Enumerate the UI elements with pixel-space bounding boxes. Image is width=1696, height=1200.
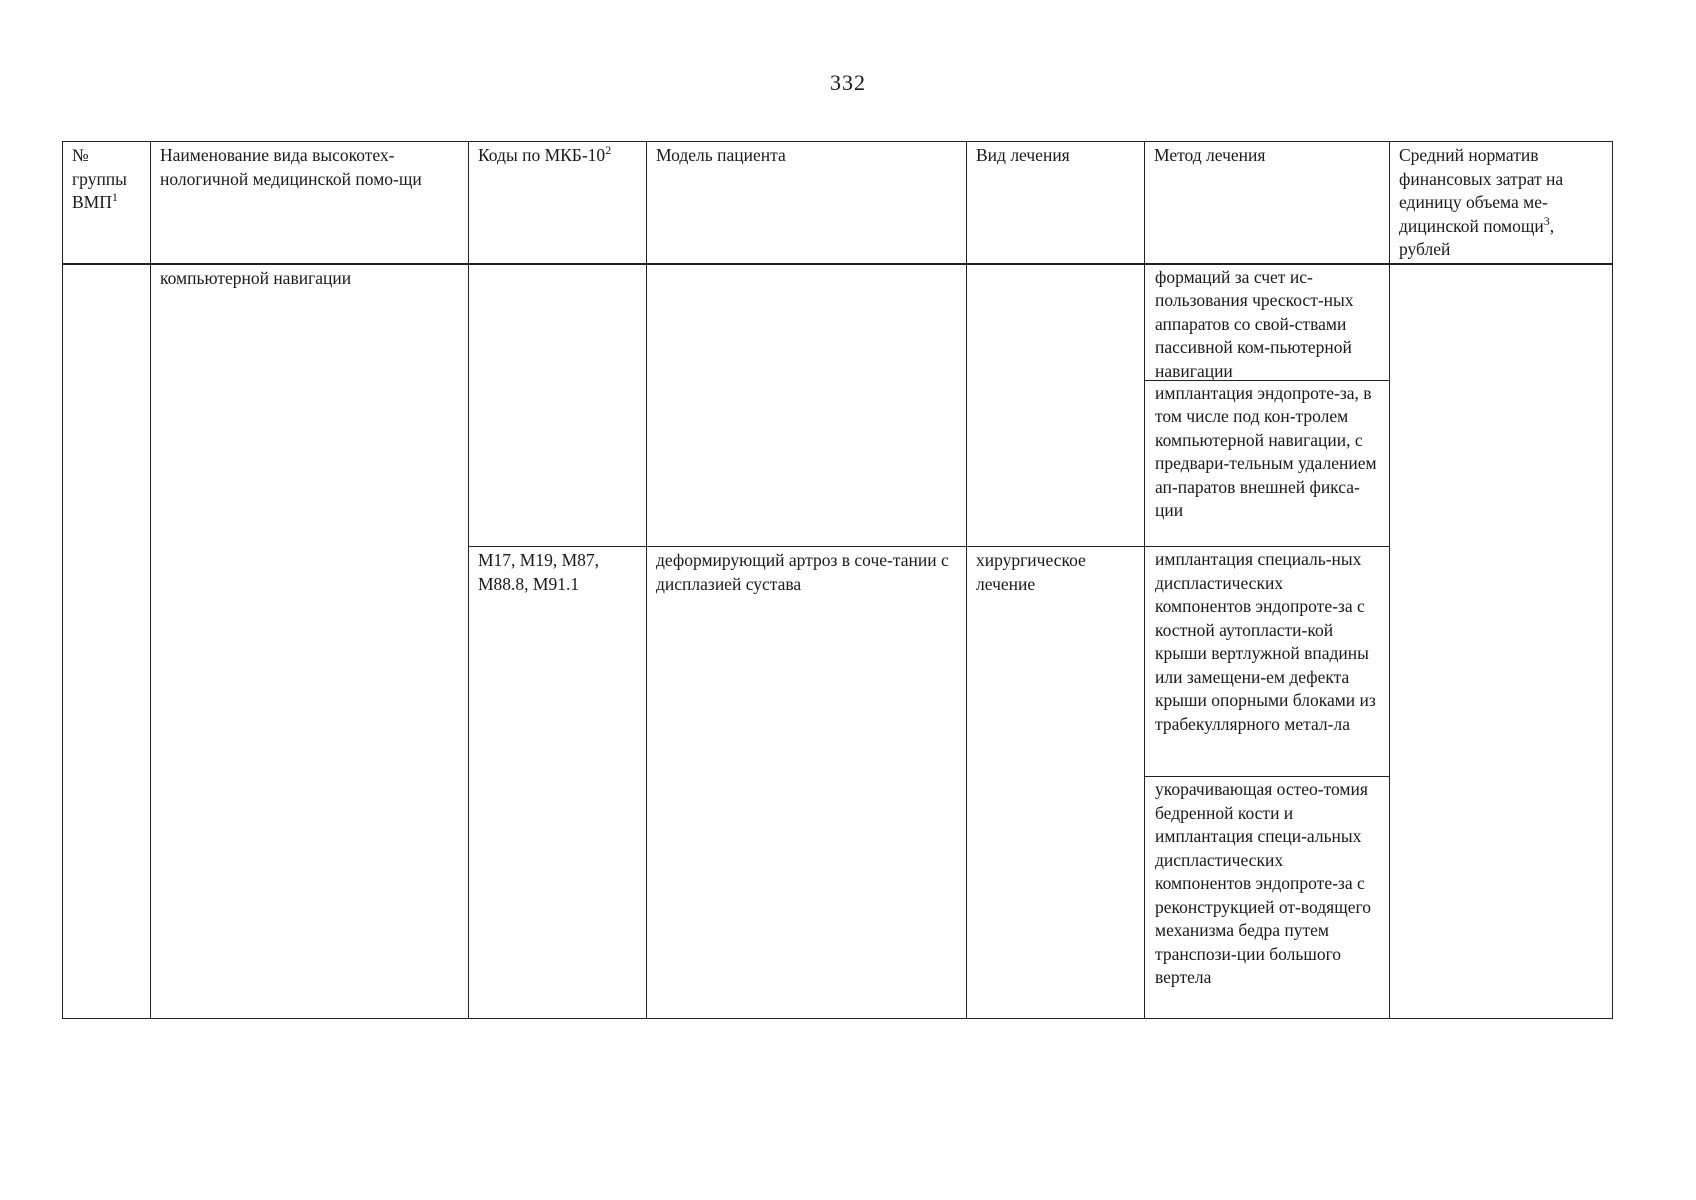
treatment-method-cell <box>1145 264 1390 547</box>
header-patient-model: Модель пациента <box>647 142 967 264</box>
header-group-number: № группы ВМП$^1$ <box>63 142 151 264</box>
table-row <box>63 264 1613 547</box>
average-cost-cell <box>1390 264 1613 1019</box>
icd10-codes-cell <box>469 264 647 547</box>
page-number: 332 <box>830 70 866 95</box>
footnote-3: 3 <box>1543 213 1550 228</box>
patient-model-cell <box>647 264 967 547</box>
treatment-method-item: имплантация специаль-ных диспластических компонентов эндопроте-за с костной аутопласти-кой крыши вертлужной впадины или замещени-ем дефекта крыши опорными блоками из трабекуллярного метал-ла <box>1145 547 1389 777</box>
footnote-2: 2 <box>605 143 612 157</box>
header-average-cost: Средний норматив финансовых затрат на единицу объема ме-дицинской помощи$^3$, рублей <box>1390 142 1613 264</box>
treatment-type-cell: хирургическое лечение <box>967 547 1145 1019</box>
treatment-method-item: укорачивающая остео-томия бедренной кости и имплантация специ-альных диспластических компонентов эндопроте-за с реконструкцией от-водящего механизма бедра путем транспози-ции большого вертела <box>1155 779 1371 987</box>
treatment-method-cell <box>1145 547 1390 1019</box>
medical-care-table <box>62 141 1613 1019</box>
treatment-type-cell <box>967 264 1145 547</box>
header-icd10-codes: Коды по МКБ-$10^2$ <box>469 142 647 264</box>
group-number-cell <box>63 264 151 1019</box>
patient-model-cell: деформирующий артроз в соче-тании с дисплазией сустава <box>647 547 967 1019</box>
care-type-name-cell: компьютерной навигации <box>151 264 469 1019</box>
icd10-codes-cell: M17, M19, M87, M88.8, M91.1 <box>469 547 647 1019</box>
treatment-method-item: имплантация эндопроте-за, в том числе под кон-тролем компьютерной навигации, с предвари-тельным удалением ап-паратов внешней фикса-ции <box>1155 382 1377 520</box>
header-care-type-name: Наименование вида высокотех-нологичной медицинской помо-щи <box>151 142 469 264</box>
treatment-method-item: формаций за счет ис-пользования чрескост-ных аппаратов со свой-ствами пассивной ком-пьютерной навигации <box>1145 265 1389 381</box>
header-row <box>63 142 1613 264</box>
header-treatment-method: Метод лечения <box>1145 142 1390 264</box>
footnote-1: 1 <box>111 190 118 204</box>
header-treatment-type: Вид лечения <box>967 142 1145 264</box>
